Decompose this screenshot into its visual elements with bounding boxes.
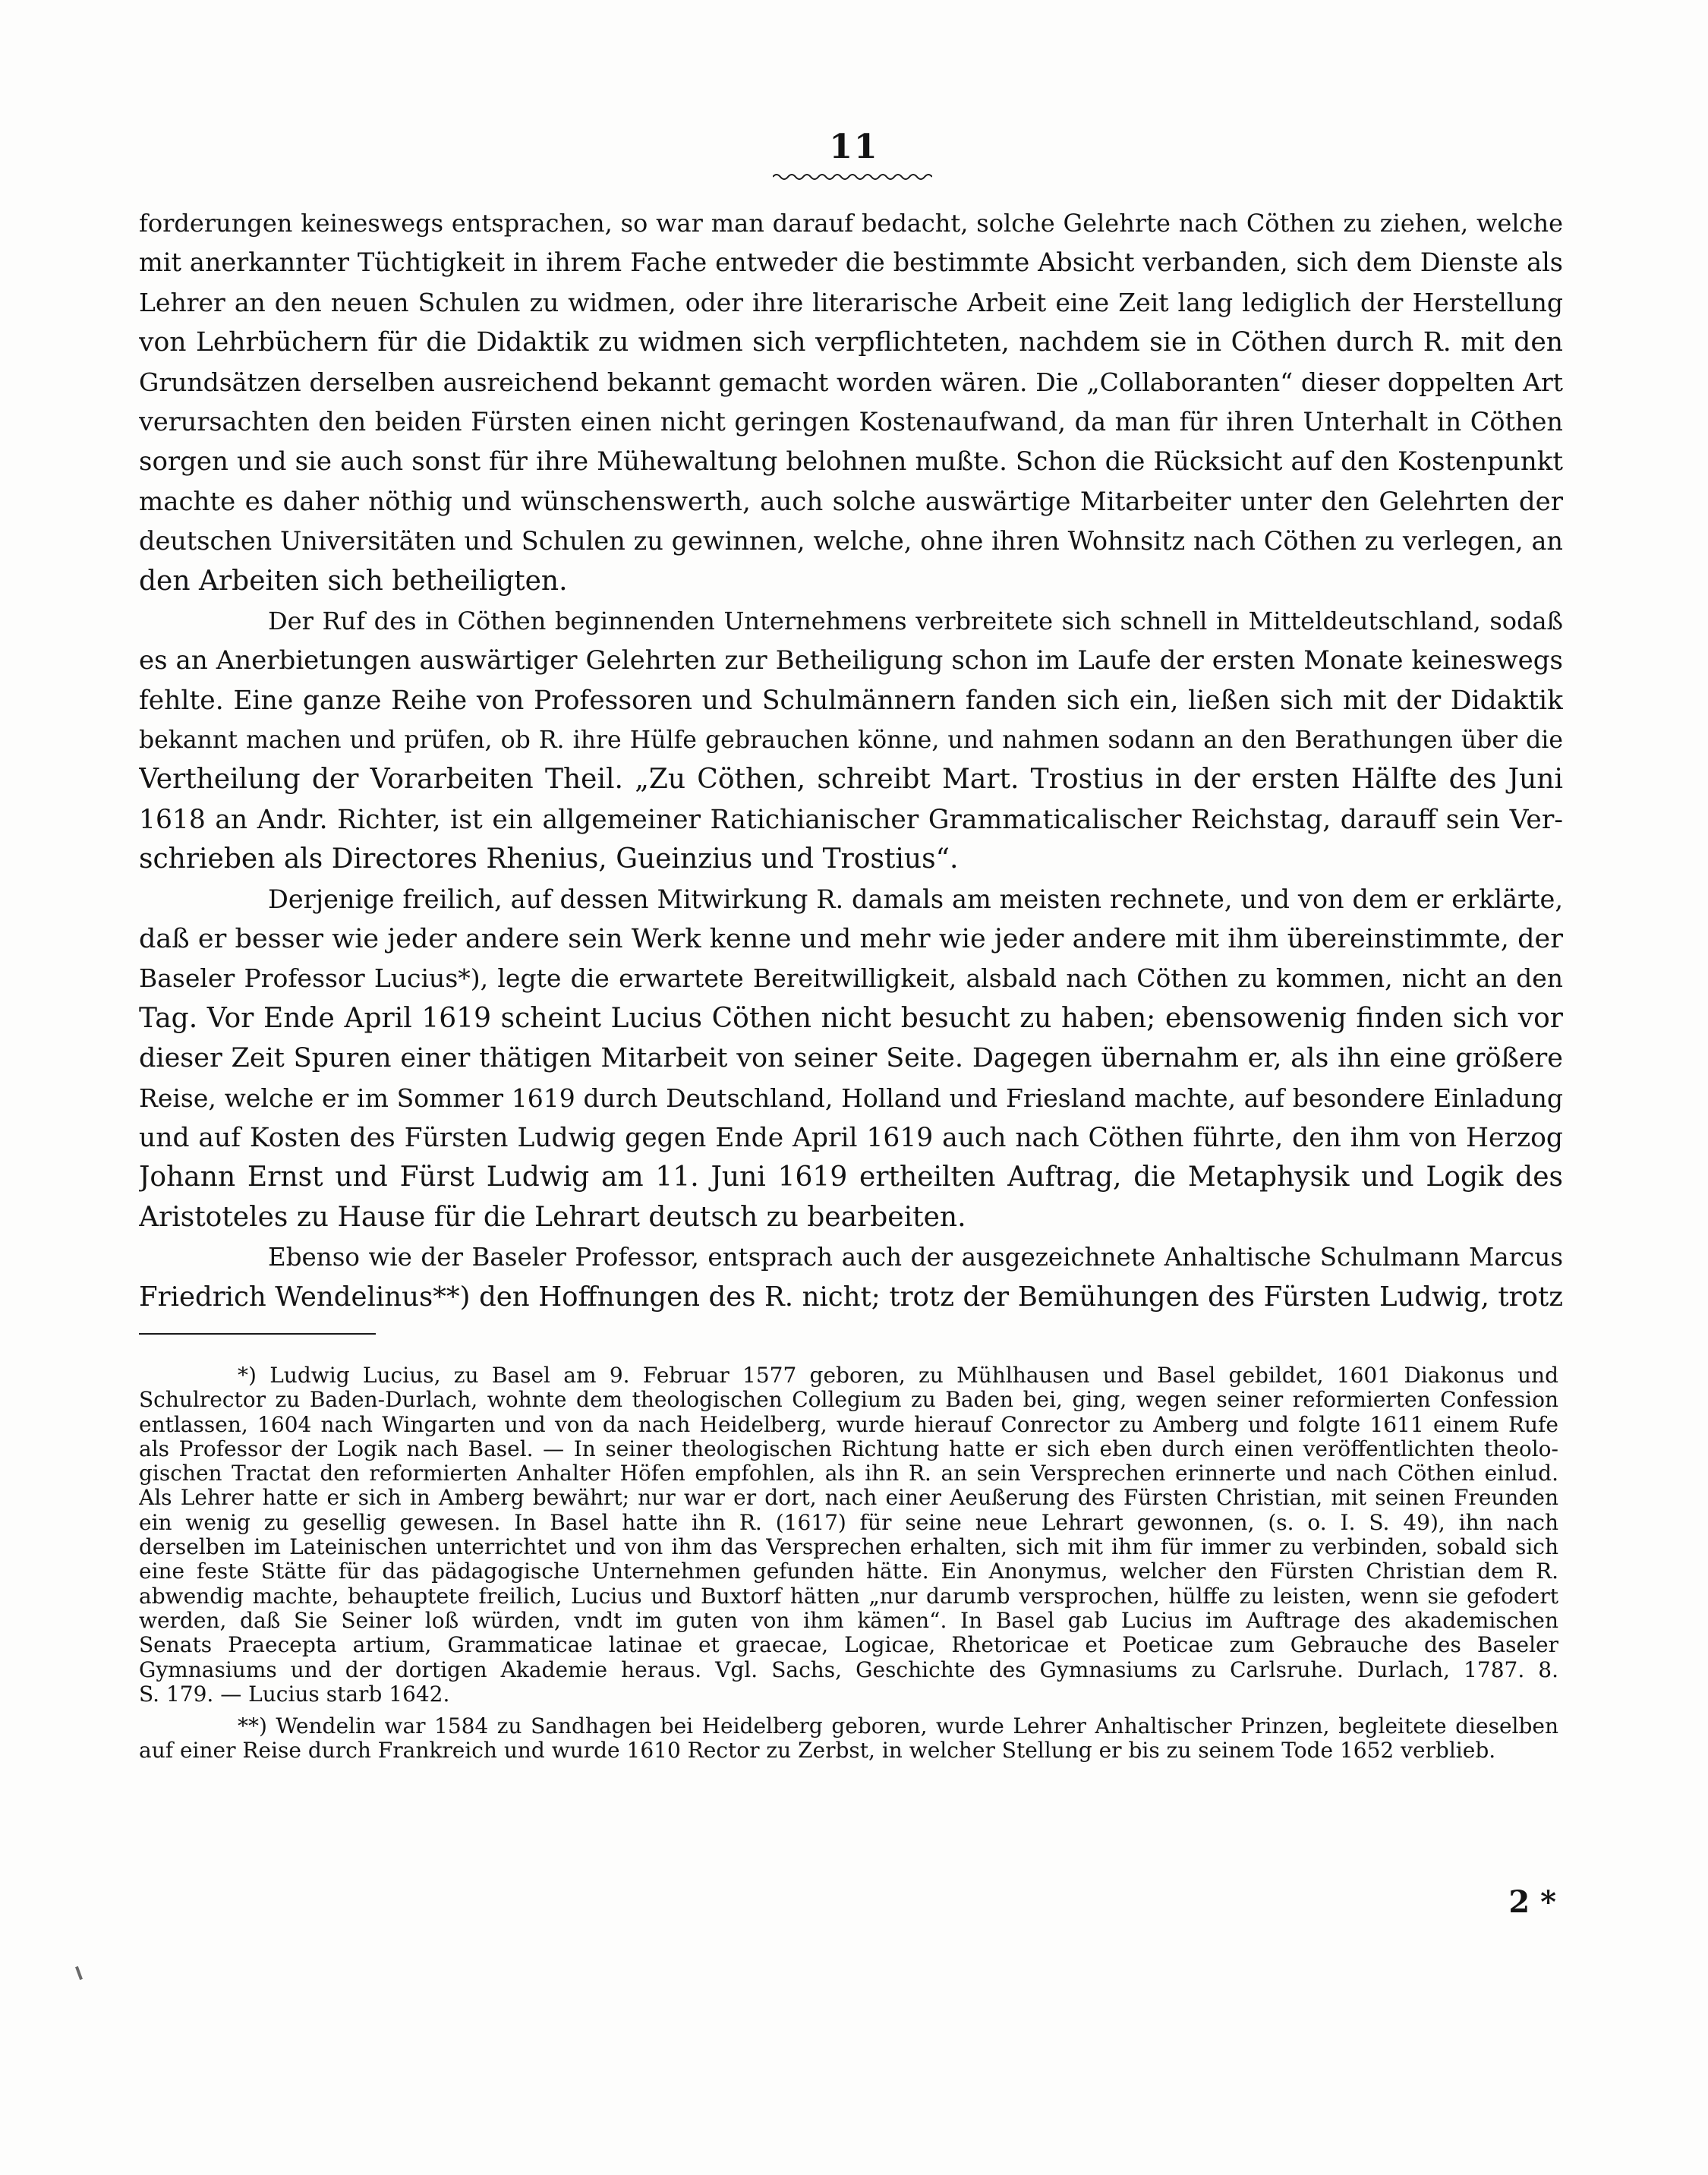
scan-speck	[75, 1966, 83, 1980]
body-line: Reise, welche er im Sommer 1619 durch Deutschland, Holland und Friesland machte, auf besondere Einladung	[139, 1083, 1563, 1113]
body-line: Friedrich Wendelinus**) den Hoffnungen des R. nicht; trotz der Bemühungen des Fürsten Ludwig, trotz	[139, 1281, 1563, 1313]
footnote-line: Als Lehrer hatte er sich in Amberg bewährt; nur war er dort, nach einer Aeußerung des Fürsten Christian, mit seinen Freunden	[139, 1486, 1558, 1511]
footnote-gap	[139, 1707, 1558, 1714]
body-line: verursachten den beiden Fürsten einen nicht geringen Kostenaufwand, da man für ihren Unterhalt in Cöthen	[139, 406, 1563, 437]
body-line: schrieben als Directores Rhenius, Gueinzius und Trostius“.	[139, 843, 959, 875]
body-line: deutschen Universitäten und Schulen zu gewinnen, welche, ohne ihren Wohnsitz nach Cöthen zu verlegen, an	[139, 526, 1563, 556]
footnote-line: abwendig machte, behauptete freilich, Lucius und Buxtorf hätten „nur darumb versprochen, hülffe zu leisten, wenn sie gefodert	[139, 1584, 1558, 1609]
footnote-line: als Professor der Logik nach Basel. — In seiner theologischen Richtung hatte er sich eben durch einen veröffentlichten theolo-	[139, 1436, 1558, 1461]
body-line: Lehrer an den neuen Schulen zu widmen, oder ihre literarische Arbeit eine Zeit lang lediglich der Herstellung	[139, 287, 1563, 317]
footnote-line: derselben im Lateinischen unterrichtet und von ihm das Versprechen erhalten, sich mit ihm für immer zu verbinden, sobald sich	[139, 1535, 1558, 1560]
body-line: mit anerkannter Tüchtigkeit in ihrem Fache entweder die bestimmte Absicht verbanden, sich dem Dienste als	[139, 247, 1563, 278]
body-line: es an Anerbietungen auswärtiger Gelehrten zur Betheiligung schon im Laufe der ersten Monate keineswegs	[139, 645, 1563, 676]
footnote-line: werden, daß Sie Seiner loß würden, vndt im guten von ihm kämen“. In Basel gab Lucius im Auftrage des akademischen	[139, 1608, 1558, 1633]
footnote-line: gischen Tractat den reformierten Anhalter Höfen empfohlen, als ihn R. an sein Versprechen erinnerte und nach Cöthen einlud.	[139, 1461, 1558, 1486]
body-line: Vertheilung der Vorarbeiten Theil. „Zu Cöthen, schreibt Mart. Trostius in der ersten Hälfte des Juni	[139, 764, 1563, 796]
footnote-line: S. 179. — Lucius starb 1642.	[139, 1682, 450, 1707]
footnote-line: Senats Praecepta artium, Grammaticae latinae et graecae, Logicae, Rhetoricae et Poeticae zum Gebrauche des Baseler	[139, 1633, 1558, 1658]
body-line: 1618 an Andr. Richter, ist ein allgemeiner Ratichianischer Grammaticalischer Reichstag, darauff sein Ver-	[139, 804, 1563, 835]
footnote-line: entlassen, 1604 nach Wingarten und von da nach Heidelberg, wurde hierauf Conrector zu Amberg und folgte 1611 einem Rufe	[139, 1412, 1558, 1437]
body-line: forderungen keineswegs entsprachen, so war man darauf bedacht, solche Gelehrte nach Cöthen zu ziehen, welche	[139, 209, 1563, 238]
body-line: Tag. Vor Ende April 1619 scheint Lucius Cöthen nicht besucht zu haben; ebensowenig finden sich vor	[139, 1002, 1563, 1034]
body-line: machte es daher nöthig und wünschenswerth, auch solche auswärtige Mitarbeiter unter den Gelehrten der	[139, 486, 1563, 517]
body-line-paragraph-start: Ebenso wie der Baseler Professor, entsprach auch der ausgezeichnete Anhaltische Schulmann Marcus	[268, 1243, 1563, 1272]
body-line: Aristoteles zu Hause für die Lehrart deutsch zu bearbeiten.	[139, 1201, 966, 1233]
body-line: Johann Ernst und Fürst Ludwig am 11. Juni 1619 ertheilten Auftrag, die Metaphysik und Logik des	[139, 1162, 1563, 1193]
body-line: fehlte. Eine ganze Reihe von Professoren und Schulmännern fanden sich ein, ließen sich mit der Didaktik	[139, 685, 1563, 716]
footnote-line: Gymnasiums und der dortigen Akademie heraus. Vgl. Sachs, Geschichte des Gymnasiums zu Carlsruhe. Durlach, 1787. 8.	[139, 1657, 1558, 1682]
body-line: den Arbeiten sich betheiligten.	[139, 565, 568, 597]
body-line: Grundsätzen derselben ausreichend bekannt gemacht worden wären. Die „Collaboranten“ dieser doppelten Art	[139, 367, 1563, 397]
printer-signature-mark: 2 *	[1508, 1884, 1556, 1920]
body-line: sorgen und sie auch sonst für ihre Mühewaltung belohnen mußte. Schon die Rücksicht auf den Kostenpunkt	[139, 446, 1563, 478]
footnote-line: Schulrector zu Baden-Durlach, wohnte dem theologischen Collegium zu Baden bei, ging, wegen seiner reformierten Confession	[139, 1388, 1558, 1413]
body-line: und auf Kosten des Fürsten Ludwig gegen Ende April 1619 auch nach Cöthen führte, den ihm von Herzog	[139, 1122, 1563, 1153]
body-line: von Lehrbüchern für die Didaktik zu widmen sich verpflichteten, nachdem sie in Cöthen durch R. mit den	[139, 327, 1563, 358]
ornamental-wavy-rule	[773, 172, 932, 182]
footnote-line: eine feste Stätte für das pädagogische Unternehmen gefunden hätte. Ein Anonymus, welcher den Fürsten Christian dem R.	[139, 1559, 1558, 1584]
body-line: bekannt machen und prüfen, ob R. ihre Hülfe gebrauchen könne, und nahmen sodann an den Berathungen über die	[139, 727, 1563, 755]
footnote-line: ein wenig zu gesellig gewesen. In Basel hatte ihn R. (1617) für seine neue Lehrart gewonnen, (s. o. I. S. 49), ihn nach	[139, 1510, 1558, 1535]
body-line-paragraph-start: Derjenige freilich, auf dessen Mitwirkung R. damals am meisten rechnete, und von dem er erklärte,	[268, 884, 1563, 914]
page-number: 11	[829, 128, 879, 166]
body-line-paragraph-start: Der Ruf des in Cöthen beginnenden Unternehmens verbreitete sich schnell in Mitteldeutschland, sodaß	[268, 606, 1563, 635]
body-line: daß er besser wie jeder andere sein Werk kenne und mehr wie jeder andere mit ihm übereinstimmte, der	[139, 924, 1563, 955]
body-line: Baseler Professor Lucius*), legte die erwartete Bereitwilligkeit, alsbald nach Cöthen zu kommen, nicht an den	[139, 963, 1563, 994]
footnote-line-start: *) Ludwig Lucius, zu Basel am 9. Februar 1577 geboren, zu Mühlhausen und Basel gebildet, 1601 Diakonus und	[238, 1363, 1558, 1388]
main-body-text	[139, 203, 1563, 1317]
body-line: dieser Zeit Spuren einer thätigen Mitarbeit von seiner Seite. Dagegen übernahm er, als ihn eine größere	[139, 1043, 1563, 1074]
footnotes	[139, 1363, 1558, 1764]
footnote-separator	[139, 1333, 376, 1335]
footnote-line-start: **) Wendelin war 1584 zu Sandhagen bei Heidelberg geboren, wurde Lehrer Anhaltischer Prinzen, begleitete dieselben	[238, 1714, 1558, 1739]
footnote-line: auf einer Reise durch Frankreich und wurde 1610 Rector zu Zerbst, in welcher Stellung er bis zu seinem Tode 1652 verblieb.	[139, 1738, 1496, 1764]
